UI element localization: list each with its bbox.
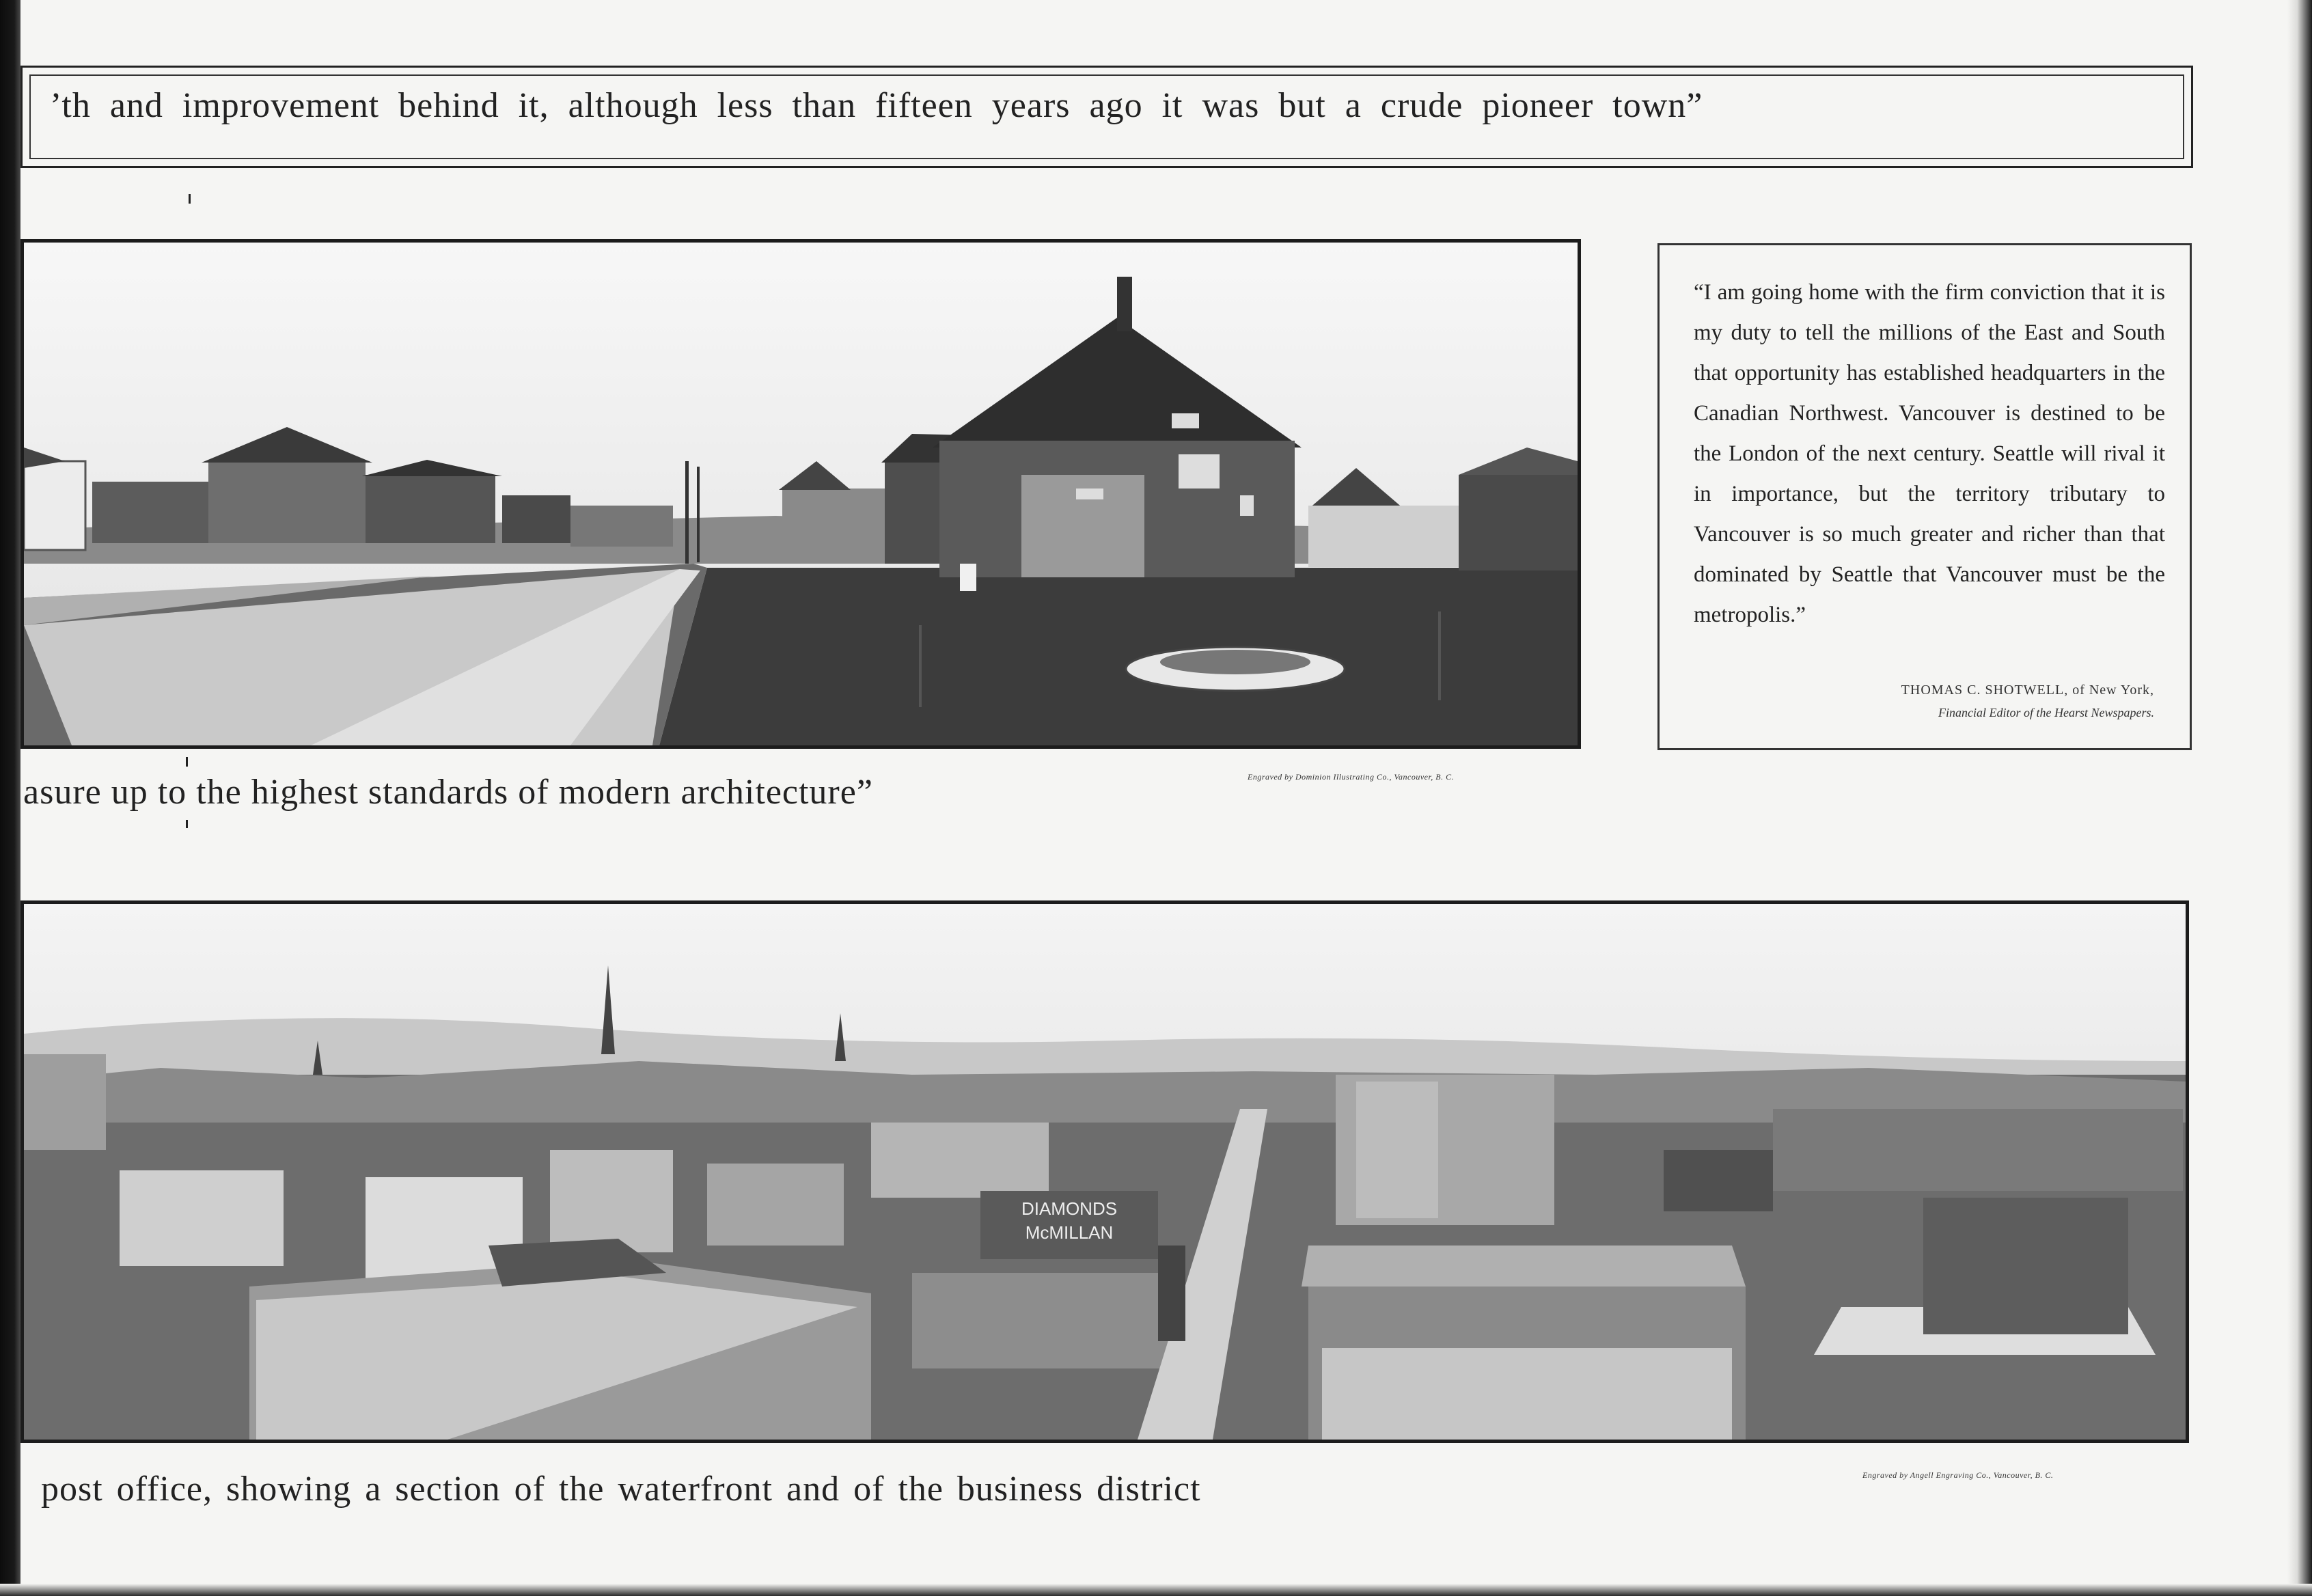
register-mark: [186, 757, 188, 767]
city-panorama-photo: [20, 900, 2189, 1443]
headline-text: ’th and improvement behind it, although less than fifteen years ago it was but a crude pioneer town”: [50, 86, 1703, 125]
page-edge-right: [2287, 0, 2312, 1596]
quote-text: “I am going home with the firm conviction that it is my duty to tell the millions of the East and South that opportunity has established headquarters in the Canadian Northwest. Vancouver is destined to be the London of the next century. Seattle will rival it in importance, but the territory tributary to Vancouver is so much greater and richer than that dominated by Seattle that Vancouver must be the metropolis.”: [1694, 280, 2165, 627]
register-mark: [186, 820, 188, 828]
architecture-caption: asure up to the highest standards of modern architecture”: [23, 773, 873, 812]
quote-box: [1657, 243, 2192, 750]
residential-street-illustration: [24, 243, 1578, 745]
residential-street-photo: [20, 239, 1581, 749]
waterfront-caption: post office, showing a section of the waterfront and of the business district: [41, 1470, 1201, 1509]
page-shadow-left: [0, 0, 20, 1596]
store-sign-mcmillan: McMILLAN: [1025, 1222, 1114, 1243]
engraving-credit-bottom: Engraved by Angell Engraving Co., Vancouver, B. C.: [1862, 1470, 2054, 1480]
engraving-credit-top: Engraved by Dominion Illustrating Co., Vancouver, B. C.: [1248, 772, 1455, 782]
page-edge-bottom: [0, 1584, 2312, 1596]
city-panorama-illustration: [24, 904, 2186, 1440]
register-mark: [189, 194, 191, 204]
quote-author: THOMAS C. SHOTWELL, of New York,: [1901, 683, 2154, 698]
headline-banner: [20, 66, 2193, 168]
store-sign-diamonds: DIAMONDS: [1021, 1198, 1118, 1219]
quote-author-title: Financial Editor of the Hearst Newspapers.: [1938, 706, 2154, 719]
